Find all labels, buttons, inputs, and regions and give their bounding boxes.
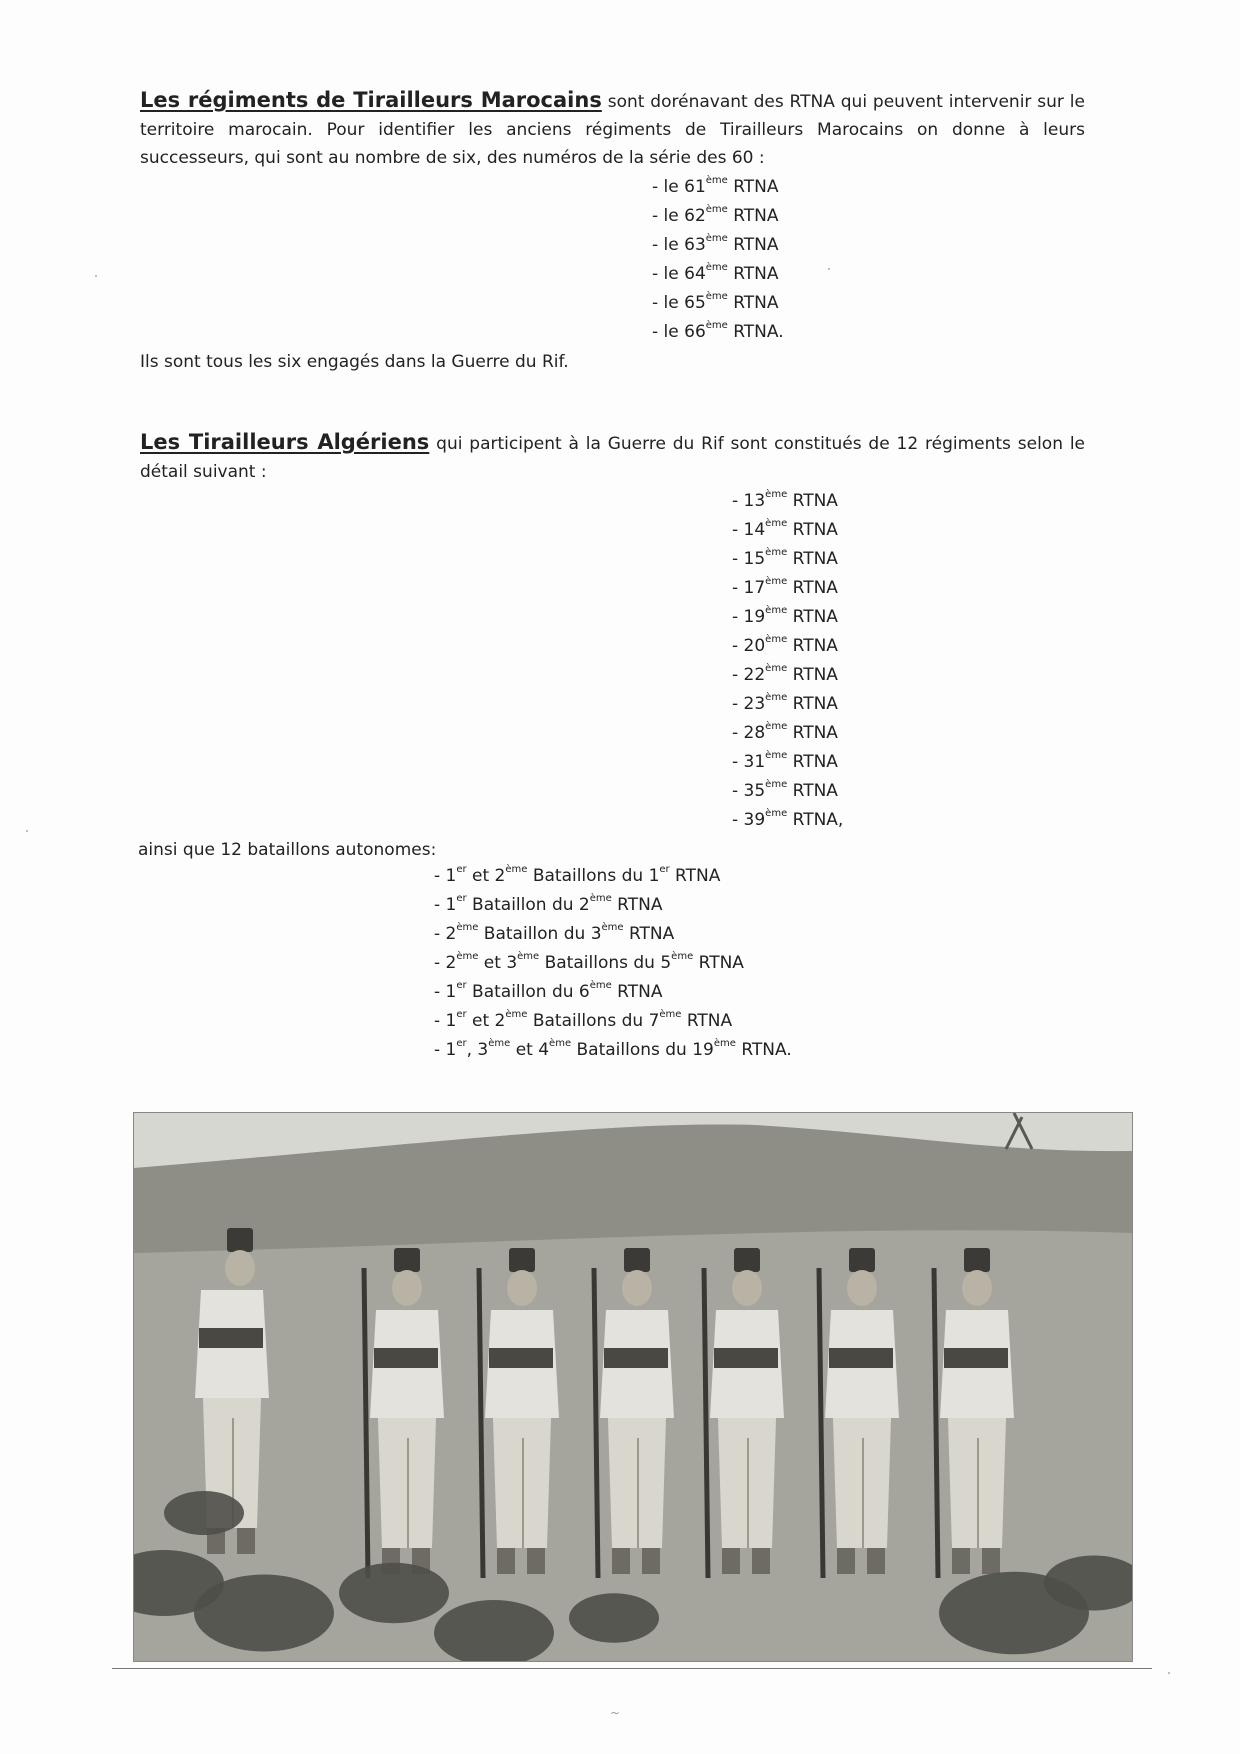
list-item-ordinal: ème [705, 262, 728, 274]
battalion-item [434, 978, 792, 1007]
battalion-ordinal: ème [601, 922, 624, 934]
list-item-ordinal: ème [765, 750, 788, 762]
scan-speck [95, 275, 97, 277]
list-item-number: - le 62 [652, 206, 706, 226]
photo-shrub [569, 1593, 659, 1643]
list-item [652, 260, 784, 289]
battalion-text: et 3 [478, 953, 518, 973]
list-item-number: - 15 [732, 549, 766, 569]
list-item [732, 777, 843, 806]
battalion-ordinal: ème [549, 1038, 572, 1050]
list-item-label: RTNA [787, 491, 838, 511]
battalion-ordinal: ème [456, 951, 479, 963]
scan-speck [26, 830, 28, 832]
list-item-number: - le 61 [652, 177, 706, 197]
battalion-ordinal: er [456, 980, 467, 992]
battalion-text: RTNA [623, 924, 675, 944]
list-item [732, 632, 843, 661]
list-item-label: RTNA [727, 206, 779, 226]
battalion-item [434, 1007, 792, 1036]
list-item-number: - 39 [732, 810, 766, 830]
battalion-text: - 1 [434, 1011, 457, 1031]
list-item-number: - le 66 [652, 322, 706, 342]
list-item [652, 318, 784, 347]
list-item-label: RTNA [787, 578, 838, 598]
battalion-text: - 1 [434, 866, 457, 886]
list-item [732, 806, 843, 835]
list-item-label: RTNA [787, 636, 838, 656]
section-algeriens-text: qui participent à la Guerre du Rif sont constitués de 12 régiments selon le détail suivant : [140, 434, 1085, 482]
list-item [732, 545, 843, 574]
list-item [732, 516, 843, 545]
battalion-text: RTNA [611, 982, 663, 1002]
battalion-text: Bataillons du 1 [527, 866, 660, 886]
scan-speck [828, 268, 830, 270]
list-item [732, 748, 843, 777]
battalion-ordinal: ème [517, 951, 540, 963]
list-item-ordinal: ème [705, 233, 728, 245]
battalion-item [434, 1036, 792, 1065]
photo-shrub [194, 1575, 334, 1652]
list-item-number: - 31 [732, 752, 766, 772]
battalion-ordinal: ème [713, 1038, 736, 1050]
battalions-list [434, 862, 792, 1065]
list-item [652, 202, 784, 231]
list-item-number: - 23 [732, 694, 766, 714]
section-marocains-heading: Les régiments de Tirailleurs Marocains [140, 88, 602, 112]
list-item-ordinal: ème [705, 320, 728, 332]
battalion-ordinal: ème [488, 1038, 511, 1050]
battalion-item [434, 949, 792, 978]
battalion-item [434, 891, 792, 920]
battalion-item [434, 920, 792, 949]
photo-shrub [164, 1491, 244, 1535]
list-item-label: RTNA [787, 520, 838, 540]
list-item-label: RTNA [727, 235, 779, 255]
battalion-text: Bataillon du 3 [478, 924, 602, 944]
battalion-ordinal: ème [505, 864, 528, 876]
list-item-label: RTNA [787, 549, 838, 569]
list-item-number: - le 65 [652, 293, 706, 313]
battalion-text: Bataillons du 5 [539, 953, 672, 973]
list-item-ordinal: ème [765, 576, 788, 588]
battalion-text: RTNA [611, 895, 663, 915]
battalion-text: - 1 [434, 982, 457, 1002]
list-item-ordinal: ème [705, 204, 728, 216]
list-item [652, 173, 784, 202]
battalion-ordinal: ème [456, 922, 479, 934]
list-item-number: - 19 [732, 607, 766, 627]
battalion-text: RTNA [669, 866, 721, 886]
list-item-label: RTNA [727, 293, 779, 313]
battalion-ordinal: ème [671, 951, 694, 963]
list-item-ordinal: ème [765, 721, 788, 733]
battalion-ordinal: er [456, 1009, 467, 1021]
list-item-number: - 22 [732, 665, 766, 685]
battalion-text: - 1 [434, 895, 457, 915]
list-item [732, 574, 843, 603]
battalion-item [434, 862, 792, 891]
list-item-ordinal: ème [765, 489, 788, 501]
battalion-text: et 4 [510, 1040, 550, 1060]
battalion-text: - 2 [434, 953, 457, 973]
battalion-ordinal: ème [505, 1009, 528, 1021]
list-item-label: RTNA [787, 607, 838, 627]
battalion-text: Bataillon du 2 [466, 895, 590, 915]
battalion-text: - 2 [434, 924, 457, 944]
battalion-text: RTNA [693, 953, 744, 973]
list-item [732, 661, 843, 690]
list-item [732, 487, 843, 516]
battalion-text: Bataillon du 6 [466, 982, 590, 1002]
battalion-text: , 3 [466, 1040, 489, 1060]
battalion-ordinal: ème [589, 980, 612, 992]
list-item-number: - 13 [732, 491, 766, 511]
section-marocains-paragraph [140, 86, 1085, 172]
list-item-label: RTNA [727, 177, 779, 197]
list-item-label: RTNA [787, 752, 838, 772]
list-item-ordinal: ème [765, 634, 788, 646]
battalion-text: et 2 [466, 1011, 506, 1031]
battalion-ordinal: ème [659, 1009, 682, 1021]
battalion-text: et 2 [466, 866, 506, 886]
battalion-text: Bataillons du 19 [571, 1040, 714, 1060]
list-item-ordinal: ème [765, 692, 788, 704]
battalion-ordinal: ème [589, 893, 612, 905]
list-item-number: - le 63 [652, 235, 706, 255]
list-item-label: RTNA [787, 665, 838, 685]
list-item-number: - 17 [732, 578, 766, 598]
photo-shrub [339, 1563, 449, 1624]
battalion-text: RTNA [681, 1011, 733, 1031]
battalion-ordinal: er [659, 864, 670, 876]
list-item-number: - le 64 [652, 264, 706, 284]
page-mark: ~ [610, 1706, 621, 1720]
list-item-number: - 35 [732, 781, 766, 801]
list-item [732, 690, 843, 719]
algeriens-regiment-list [732, 487, 843, 835]
list-item-ordinal: ème [765, 605, 788, 617]
marocains-regiment-list [652, 173, 784, 347]
section-marocains-closing: Ils sont tous les six engagés dans la Guerre du Rif. [140, 352, 569, 372]
section-marocains-text: sont dorénavant des RTNA qui peuvent intervenir sur le territoire marocain. Pour identifier les anciens régiments de Tirailleurs Marocains on donne à leurs successeurs, qui sont au nombre de six, des numéros de la série des 60 : [140, 92, 1085, 168]
list-item-ordinal: ème [765, 663, 788, 675]
list-item-ordinal: ème [765, 808, 788, 820]
list-item-number: - 14 [732, 520, 766, 540]
list-item [652, 289, 784, 318]
list-item-number: - 20 [732, 636, 766, 656]
list-item [732, 603, 843, 632]
list-item [732, 719, 843, 748]
list-item-ordinal: ème [765, 779, 788, 791]
list-item-label: RTNA [787, 781, 838, 801]
battalion-text: Bataillons du 7 [527, 1011, 660, 1031]
list-item-ordinal: ème [705, 175, 728, 187]
battalion-ordinal: er [456, 1038, 467, 1050]
photo-bottom-edge [112, 1668, 1152, 1669]
battalions-intro: ainsi que 12 bataillons autonomes: [138, 840, 437, 860]
battalion-text: - 1 [434, 1040, 457, 1060]
soldiers-photograph [133, 1112, 1133, 1662]
list-item-label: RTNA, [787, 810, 844, 830]
battalion-text: RTNA. [735, 1040, 792, 1060]
list-item-ordinal: ème [765, 547, 788, 559]
battalion-ordinal: er [456, 893, 467, 905]
list-item-ordinal: ème [705, 291, 728, 303]
list-item-label: RTNA [787, 723, 838, 743]
list-item-ordinal: ème [765, 518, 788, 530]
soldiers-photo-image [134, 1113, 1132, 1661]
list-item-label: RTNA. [727, 322, 784, 342]
section-algeriens-paragraph [140, 428, 1085, 486]
scan-speck [1168, 1672, 1170, 1674]
list-item-number: - 28 [732, 723, 766, 743]
list-item [652, 231, 784, 260]
battalion-ordinal: er [456, 864, 467, 876]
list-item-label: RTNA [727, 264, 779, 284]
list-item-label: RTNA [787, 694, 838, 714]
section-algeriens-heading: Les Tirailleurs Algériens [140, 430, 430, 454]
